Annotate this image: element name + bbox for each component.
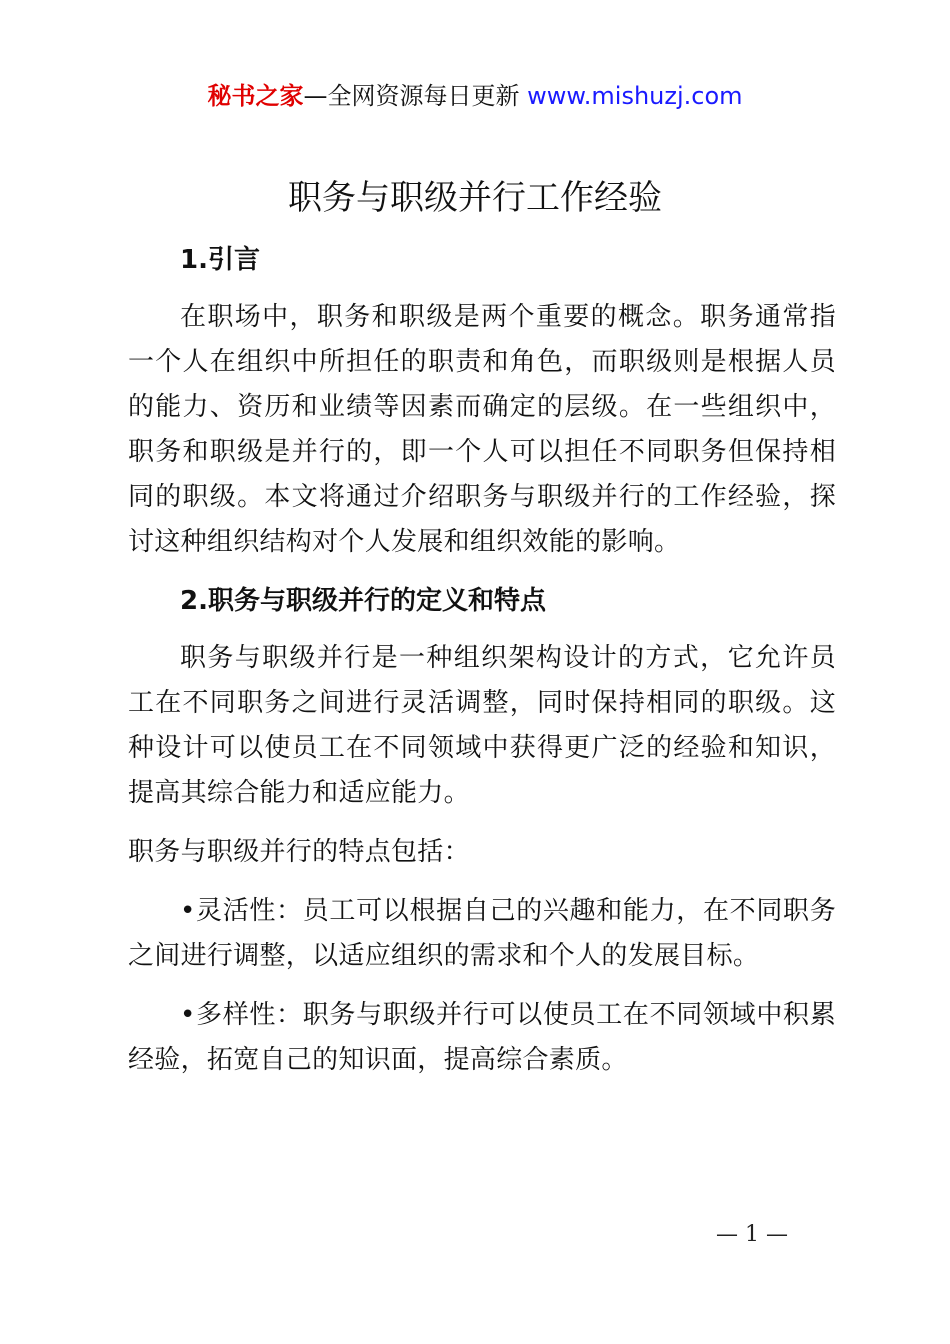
site-header <box>0 80 950 112</box>
document-title: 职务与职级并行工作经验 <box>288 178 662 218</box>
bullet-flexibility: •灵活性：员工可以根据自己的兴趣和能力，在不同职务之间进行调整，以适应组织的需求和个人的发展目标。 <box>128 896 836 971</box>
brand-name: 秘书之家 <box>207 82 304 110</box>
intro-paragraph: 在职场中，职务和职级是两个重要的概念。职务通常指一个人在组织中所担任的职责和角色，而职级则是根据人员的能力、资历和业绩等因素而确定的层级。在一些组织中，职务和职级是并行的，即一个人可以担任不同职务但保持相同的职级。本文将通过介绍职务与职级并行的工作经验，探讨这种组织结构对个人发展和组织效能的影响。 <box>128 302 836 557</box>
document-body <box>128 238 836 1083</box>
definition-paragraph: 职务与职级并行是一种组织架构设计的方式，它允许员工在不同职务之间进行灵活调整，同时保持相同的职级。这种设计可以使员工在不同领域中获得更广泛的经验和知识，提高其综合能力和适应能力。 <box>128 643 836 808</box>
site-url[interactable]: www.mishuzj.com <box>527 82 743 110</box>
page-number: — 1 — <box>716 1222 788 1247</box>
section-heading-definition: 2.职务与职级并行的定义和特点 <box>180 586 546 616</box>
section-heading-intro: 1.引言 <box>180 245 260 275</box>
features-intro: 职务与职级并行的特点包括： <box>128 837 470 867</box>
header-tagline: —全网资源每日更新 <box>303 82 528 110</box>
bullet-diversity: •多样性：职务与职级并行可以使员工在不同领域中积累经验，拓宽自己的知识面，提高综合素质。 <box>128 1000 836 1075</box>
